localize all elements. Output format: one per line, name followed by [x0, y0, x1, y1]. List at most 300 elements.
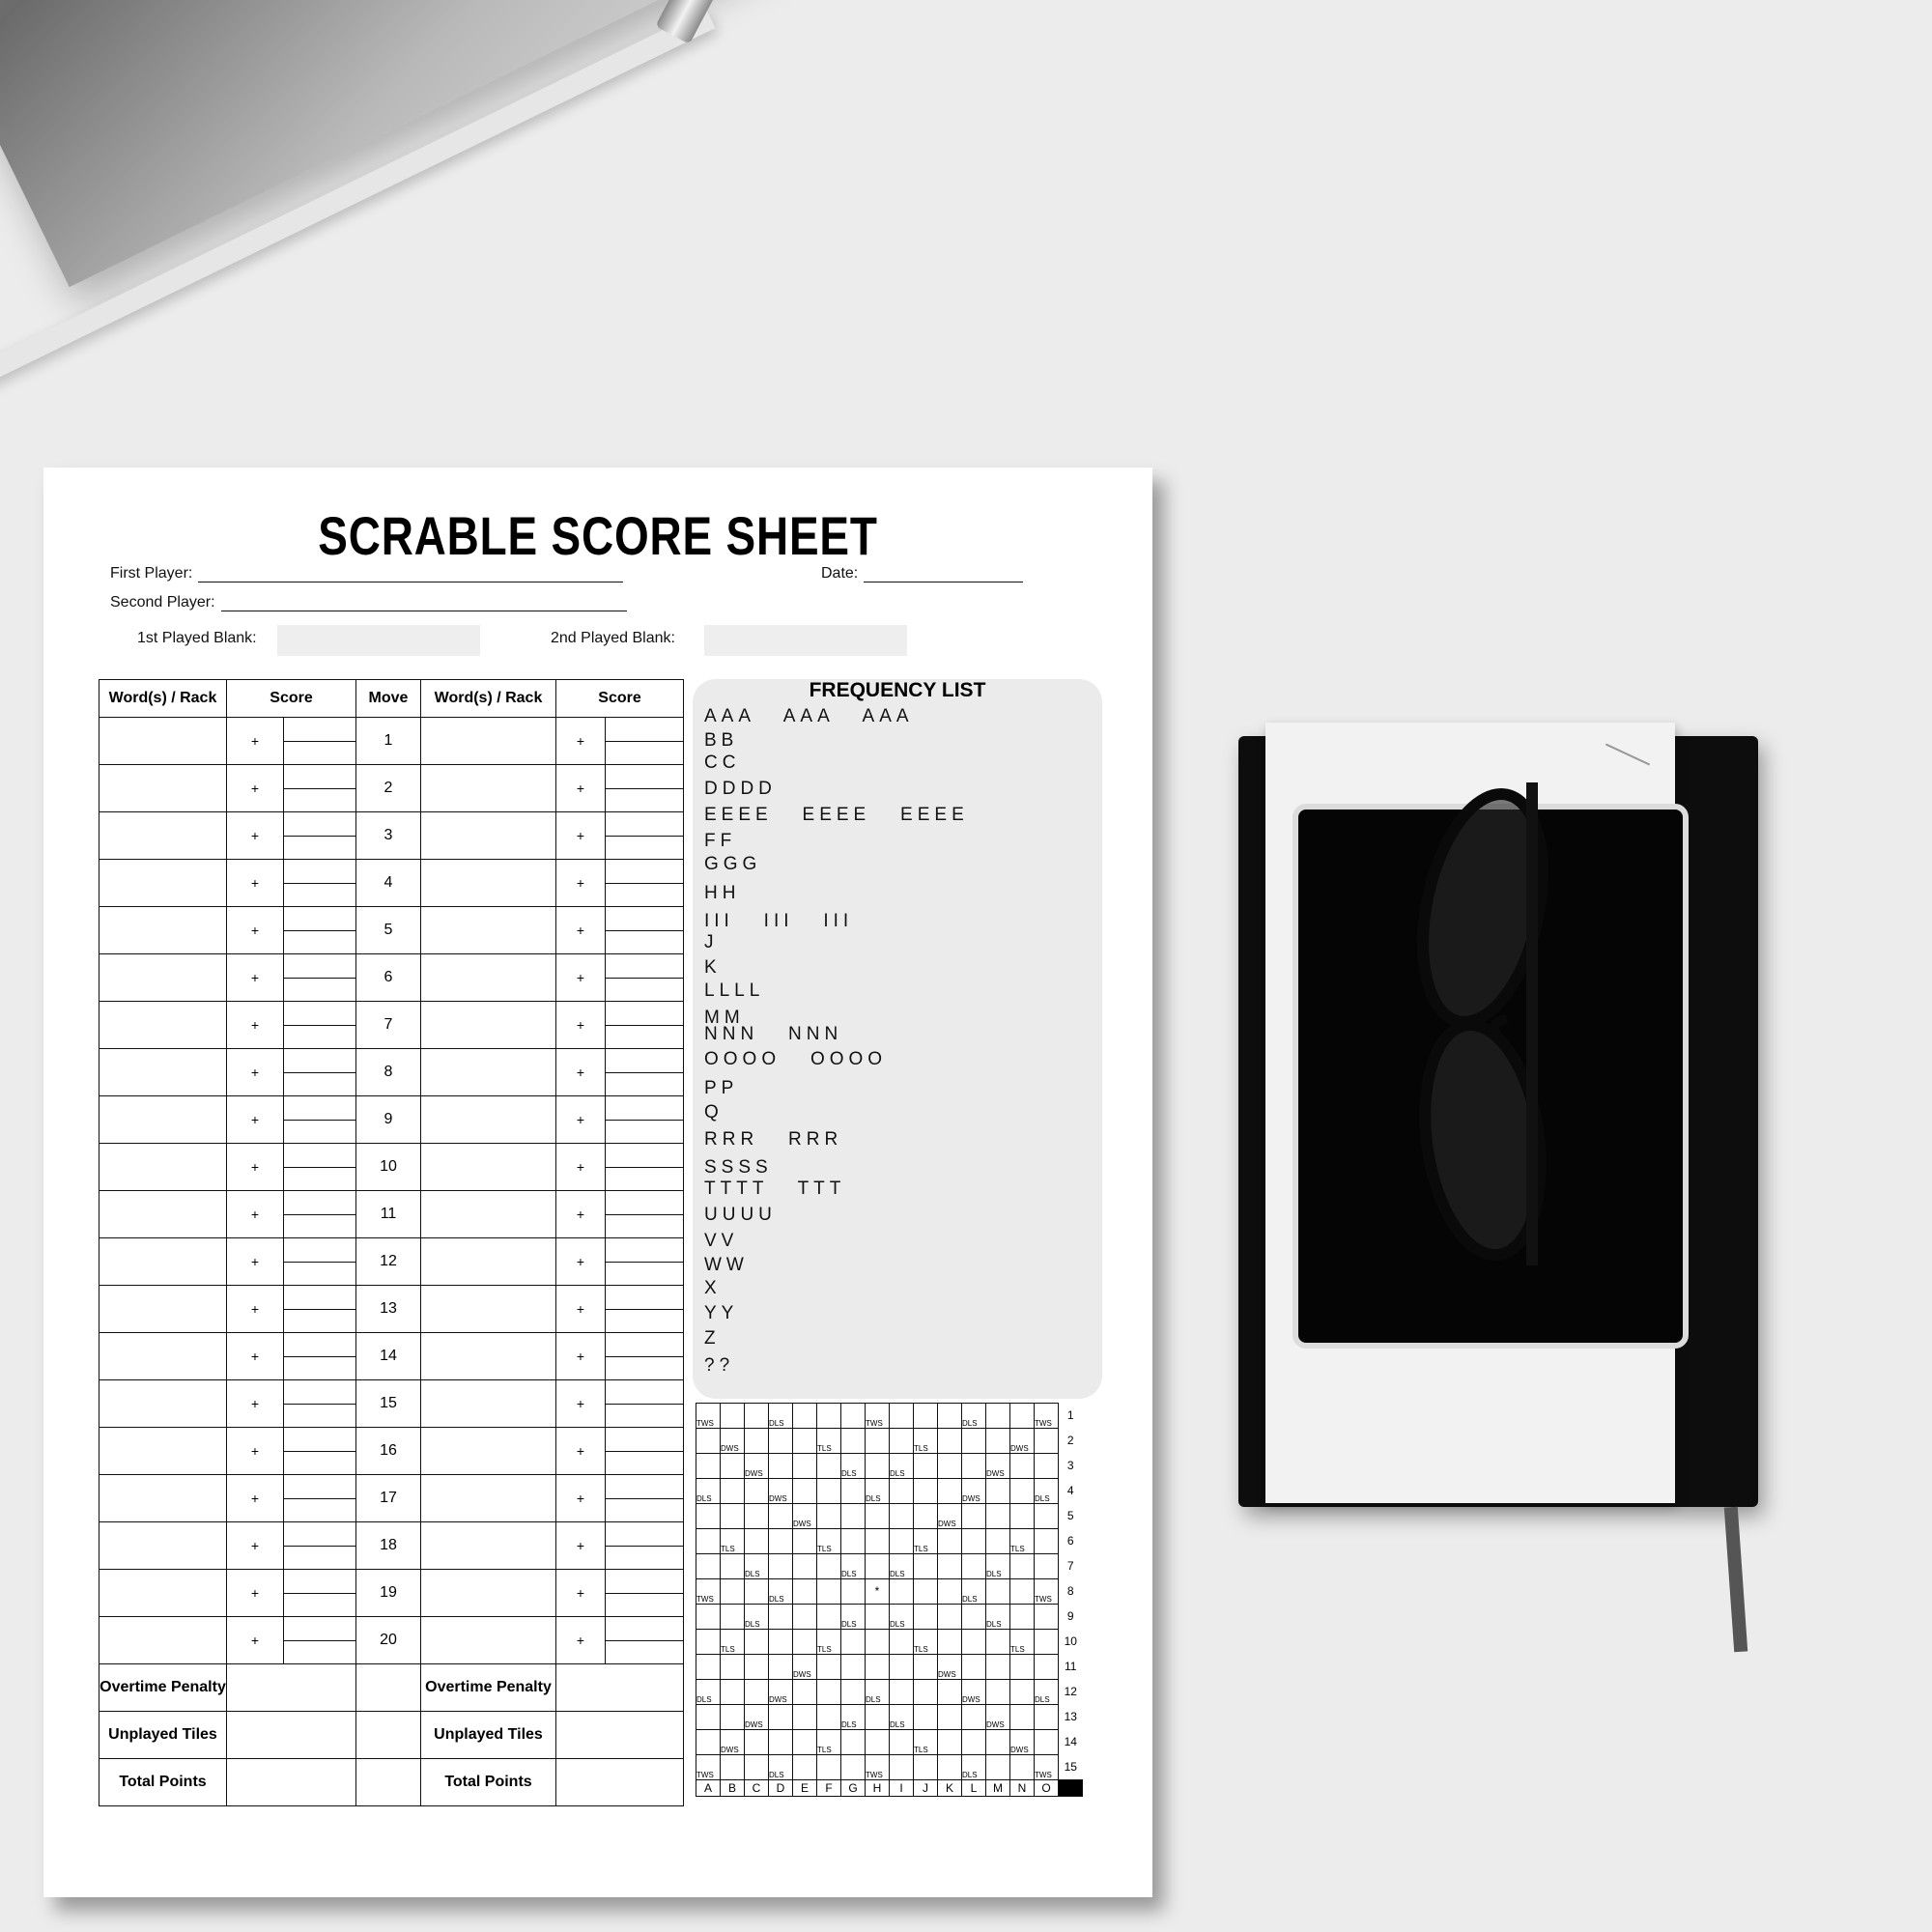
board-square[interactable] [696, 1454, 721, 1479]
board-square-dws[interactable]: DWS [1010, 1429, 1035, 1454]
board-square[interactable] [986, 1504, 1010, 1529]
board-square-dws[interactable]: DWS [1010, 1730, 1035, 1755]
words-cell-1[interactable] [99, 1191, 227, 1238]
words-cell-2[interactable] [421, 1333, 556, 1380]
board-square[interactable] [890, 1630, 914, 1655]
board-square[interactable] [890, 1755, 914, 1780]
board-square[interactable] [721, 1605, 745, 1630]
score-cell-1[interactable] [284, 1286, 356, 1333]
score-cell-1[interactable] [284, 1428, 356, 1475]
words-cell-1[interactable] [99, 1144, 227, 1191]
board-square-tws[interactable]: TWS [696, 1579, 721, 1605]
board-square[interactable] [1035, 1429, 1059, 1454]
board-square[interactable] [1010, 1755, 1035, 1780]
words-cell-2[interactable] [421, 1238, 556, 1286]
board-square[interactable] [890, 1730, 914, 1755]
score-cell-2[interactable] [606, 1428, 684, 1475]
board-square-tws[interactable]: TWS [866, 1755, 890, 1780]
board-square[interactable] [769, 1504, 793, 1529]
board-square[interactable] [938, 1404, 962, 1429]
board-square[interactable] [866, 1529, 890, 1554]
score-cell-2[interactable] [606, 1522, 684, 1570]
board-square[interactable] [745, 1730, 769, 1755]
board-square-dls[interactable]: DLS [696, 1680, 721, 1705]
board-square[interactable] [721, 1554, 745, 1579]
board-square[interactable] [938, 1705, 962, 1730]
score-cell-2[interactable] [606, 1002, 684, 1049]
board-square[interactable] [890, 1429, 914, 1454]
board-square[interactable] [817, 1454, 841, 1479]
score-cell-1[interactable] [284, 765, 356, 812]
board-square[interactable] [986, 1579, 1010, 1605]
score-cell-2[interactable] [606, 1191, 684, 1238]
board-square[interactable] [890, 1655, 914, 1680]
score-cell-2[interactable] [606, 1475, 684, 1522]
words-cell-1[interactable] [99, 1570, 227, 1617]
board-square-dls[interactable]: DLS [841, 1705, 866, 1730]
board-square[interactable] [769, 1605, 793, 1630]
first-player-field[interactable]: First Player: [110, 565, 623, 582]
board-square[interactable] [793, 1755, 817, 1780]
board-square[interactable] [1035, 1730, 1059, 1755]
board-square[interactable] [696, 1429, 721, 1454]
board-square[interactable] [962, 1454, 986, 1479]
board-square-dls[interactable]: DLS [696, 1479, 721, 1504]
score-cell-1[interactable] [284, 1049, 356, 1096]
board-square[interactable] [890, 1529, 914, 1554]
board-square[interactable] [962, 1429, 986, 1454]
first-blank-input[interactable] [277, 625, 480, 656]
words-cell-1[interactable] [99, 954, 227, 1002]
board-square[interactable] [890, 1479, 914, 1504]
board-square-dls[interactable]: DLS [986, 1554, 1010, 1579]
board-square[interactable] [696, 1605, 721, 1630]
words-cell-1[interactable] [99, 1002, 227, 1049]
board-square[interactable] [890, 1680, 914, 1705]
board-square-dls[interactable]: DLS [1035, 1680, 1059, 1705]
board-square-tls[interactable]: TLS [817, 1730, 841, 1755]
board-square[interactable] [938, 1454, 962, 1479]
words-cell-1[interactable] [99, 765, 227, 812]
score-cell-1[interactable] [284, 1096, 356, 1144]
board-square-tws[interactable]: TWS [696, 1755, 721, 1780]
board-square-dws[interactable]: DWS [986, 1454, 1010, 1479]
board-square-dls[interactable]: DLS [890, 1705, 914, 1730]
board-square[interactable] [841, 1755, 866, 1780]
board-square[interactable] [962, 1529, 986, 1554]
board-square[interactable] [793, 1479, 817, 1504]
words-cell-2[interactable] [421, 1380, 556, 1428]
board-square-dls[interactable]: DLS [769, 1755, 793, 1780]
board-square[interactable] [721, 1705, 745, 1730]
board-square[interactable] [914, 1454, 938, 1479]
score-cell-1[interactable] [284, 1333, 356, 1380]
score-cell-2[interactable] [606, 1049, 684, 1096]
total-input-1[interactable] [227, 1759, 356, 1806]
board-square-dls[interactable]: DLS [986, 1605, 1010, 1630]
board-square[interactable] [1010, 1705, 1035, 1730]
board-square[interactable] [914, 1680, 938, 1705]
board-square[interactable] [817, 1579, 841, 1605]
board-square[interactable] [962, 1730, 986, 1755]
board-square[interactable] [986, 1429, 1010, 1454]
board-square[interactable] [914, 1605, 938, 1630]
second-blank-input[interactable] [704, 625, 907, 656]
words-cell-2[interactable] [421, 1286, 556, 1333]
board-square[interactable] [745, 1429, 769, 1454]
board-square[interactable] [1035, 1454, 1059, 1479]
board-square-dls[interactable]: DLS [841, 1454, 866, 1479]
board-square[interactable] [866, 1429, 890, 1454]
board-square[interactable] [721, 1579, 745, 1605]
board-square[interactable] [696, 1529, 721, 1554]
board-square[interactable] [817, 1655, 841, 1680]
board-square[interactable] [745, 1404, 769, 1429]
score-cell-2[interactable] [606, 954, 684, 1002]
board-square[interactable] [696, 1504, 721, 1529]
words-cell-1[interactable] [99, 860, 227, 907]
board-square[interactable] [1035, 1630, 1059, 1655]
board-square-tls[interactable]: TLS [1010, 1630, 1035, 1655]
board-square[interactable] [721, 1755, 745, 1780]
board-square[interactable] [817, 1479, 841, 1504]
board-square[interactable] [1010, 1454, 1035, 1479]
board-square-dls[interactable]: DLS [745, 1554, 769, 1579]
board-square[interactable] [1035, 1554, 1059, 1579]
words-cell-2[interactable] [421, 812, 556, 860]
score-cell-2[interactable] [606, 1286, 684, 1333]
board-square[interactable] [769, 1730, 793, 1755]
board-square-dws[interactable]: DWS [769, 1479, 793, 1504]
board-square[interactable] [769, 1529, 793, 1554]
board-square[interactable] [1010, 1504, 1035, 1529]
board-square[interactable] [793, 1680, 817, 1705]
words-cell-1[interactable] [99, 1380, 227, 1428]
board-square-tls[interactable]: TLS [721, 1630, 745, 1655]
board-square[interactable] [866, 1705, 890, 1730]
board-square[interactable] [841, 1404, 866, 1429]
board-square[interactable] [793, 1730, 817, 1755]
score-cell-1[interactable] [284, 907, 356, 954]
score-cell-2[interactable] [606, 1333, 684, 1380]
score-cell-2[interactable] [606, 1238, 684, 1286]
board-square[interactable] [914, 1705, 938, 1730]
board-square[interactable] [769, 1454, 793, 1479]
score-cell-2[interactable] [606, 765, 684, 812]
board-square-dws[interactable]: DWS [962, 1479, 986, 1504]
board-square[interactable] [986, 1630, 1010, 1655]
board-square-dls[interactable]: DLS [769, 1579, 793, 1605]
board-square[interactable] [841, 1504, 866, 1529]
board-square[interactable] [817, 1605, 841, 1630]
board-square-dls[interactable]: DLS [1035, 1479, 1059, 1504]
score-cell-1[interactable] [284, 860, 356, 907]
board-square-tls[interactable]: TLS [1010, 1529, 1035, 1554]
board-square[interactable] [866, 1504, 890, 1529]
board-square-tls[interactable]: TLS [914, 1529, 938, 1554]
board-square-dws[interactable]: DWS [769, 1680, 793, 1705]
board-center-square[interactable]: * [866, 1579, 890, 1605]
board-square[interactable] [866, 1630, 890, 1655]
board-square[interactable] [721, 1655, 745, 1680]
score-cell-2[interactable] [606, 1617, 684, 1664]
board-square[interactable] [745, 1504, 769, 1529]
board-square[interactable] [962, 1655, 986, 1680]
words-cell-2[interactable] [421, 1144, 556, 1191]
board-square[interactable] [1035, 1529, 1059, 1554]
board-square[interactable] [938, 1680, 962, 1705]
score-cell-1[interactable] [284, 812, 356, 860]
board-square-tws[interactable]: TWS [1035, 1579, 1059, 1605]
words-cell-2[interactable] [421, 860, 556, 907]
board-square[interactable] [721, 1680, 745, 1705]
board-square[interactable] [793, 1605, 817, 1630]
board-square-tws[interactable]: TWS [1035, 1404, 1059, 1429]
board-square[interactable] [866, 1605, 890, 1630]
second-player-field[interactable]: Second Player: [110, 594, 627, 611]
board-square[interactable] [793, 1404, 817, 1429]
board-square[interactable] [914, 1579, 938, 1605]
board-square-dls[interactable]: DLS [890, 1554, 914, 1579]
overtime-input-2[interactable] [556, 1664, 684, 1712]
board-square[interactable] [696, 1705, 721, 1730]
board-square[interactable] [962, 1605, 986, 1630]
board-square-dls[interactable]: DLS [841, 1554, 866, 1579]
words-cell-2[interactable] [421, 718, 556, 765]
board-square[interactable] [962, 1630, 986, 1655]
board-square[interactable] [1010, 1680, 1035, 1705]
words-cell-2[interactable] [421, 765, 556, 812]
board-square[interactable] [745, 1529, 769, 1554]
board-square[interactable] [914, 1404, 938, 1429]
words-cell-2[interactable] [421, 1475, 556, 1522]
board-square[interactable] [1010, 1404, 1035, 1429]
board-square[interactable] [890, 1579, 914, 1605]
board-square[interactable] [769, 1655, 793, 1680]
board-square[interactable] [793, 1454, 817, 1479]
board-square-tls[interactable]: TLS [721, 1529, 745, 1554]
board-square[interactable] [986, 1479, 1010, 1504]
board-square[interactable] [769, 1429, 793, 1454]
unplayed-input-2[interactable] [556, 1712, 684, 1759]
board-square[interactable] [986, 1755, 1010, 1780]
board-square[interactable] [696, 1730, 721, 1755]
board-square[interactable] [745, 1680, 769, 1705]
score-cell-1[interactable] [284, 1475, 356, 1522]
words-cell-2[interactable] [421, 1617, 556, 1664]
score-cell-1[interactable] [284, 1002, 356, 1049]
board-square[interactable] [745, 1630, 769, 1655]
words-cell-1[interactable] [99, 1238, 227, 1286]
board-square-dws[interactable]: DWS [793, 1504, 817, 1529]
board-square[interactable] [793, 1630, 817, 1655]
board-square[interactable] [721, 1504, 745, 1529]
words-cell-1[interactable] [99, 1522, 227, 1570]
board-square[interactable] [914, 1504, 938, 1529]
board-square-tls[interactable]: TLS [817, 1630, 841, 1655]
board-square[interactable] [866, 1554, 890, 1579]
board-square[interactable] [1010, 1479, 1035, 1504]
board-square[interactable] [841, 1630, 866, 1655]
board-square[interactable] [938, 1429, 962, 1454]
board-square[interactable] [1035, 1605, 1059, 1630]
board-square[interactable] [721, 1479, 745, 1504]
board-square[interactable] [914, 1479, 938, 1504]
board-square[interactable] [986, 1730, 1010, 1755]
board-square-dls[interactable]: DLS [890, 1454, 914, 1479]
board-square-dws[interactable]: DWS [793, 1655, 817, 1680]
board-square-tls[interactable]: TLS [817, 1529, 841, 1554]
board-square-tws[interactable]: TWS [1035, 1755, 1059, 1780]
words-cell-1[interactable] [99, 1428, 227, 1475]
board-square[interactable] [817, 1404, 841, 1429]
board-square[interactable] [745, 1579, 769, 1605]
board-square[interactable] [914, 1755, 938, 1780]
board-square-dls[interactable]: DLS [890, 1605, 914, 1630]
board-square-dls[interactable]: DLS [769, 1404, 793, 1429]
board-square[interactable] [938, 1730, 962, 1755]
board-square[interactable] [817, 1680, 841, 1705]
board-square[interactable] [817, 1504, 841, 1529]
date-field[interactable]: Date: [821, 565, 1023, 582]
board-square-dws[interactable]: DWS [938, 1655, 962, 1680]
words-cell-2[interactable] [421, 954, 556, 1002]
board-square[interactable] [793, 1554, 817, 1579]
board-square[interactable] [1010, 1655, 1035, 1680]
board-square[interactable] [938, 1479, 962, 1504]
board-square[interactable] [986, 1655, 1010, 1680]
board-square[interactable] [841, 1680, 866, 1705]
board-square-dws[interactable]: DWS [962, 1680, 986, 1705]
board-square[interactable] [769, 1630, 793, 1655]
board-square[interactable] [890, 1504, 914, 1529]
board-square[interactable] [841, 1655, 866, 1680]
board-square[interactable] [962, 1504, 986, 1529]
board-square[interactable] [938, 1605, 962, 1630]
board-square[interactable] [986, 1680, 1010, 1705]
score-cell-1[interactable] [284, 1144, 356, 1191]
board-square[interactable] [962, 1554, 986, 1579]
board-square-dws[interactable]: DWS [745, 1454, 769, 1479]
board-square[interactable] [1035, 1705, 1059, 1730]
score-cell-1[interactable] [284, 1238, 356, 1286]
board-square[interactable] [914, 1655, 938, 1680]
words-cell-2[interactable] [421, 1522, 556, 1570]
board-square[interactable] [721, 1404, 745, 1429]
board-square[interactable] [817, 1755, 841, 1780]
score-cell-2[interactable] [606, 907, 684, 954]
score-cell-1[interactable] [284, 718, 356, 765]
score-cell-1[interactable] [284, 1380, 356, 1428]
board-square[interactable] [696, 1554, 721, 1579]
board-square[interactable] [769, 1705, 793, 1730]
score-cell-2[interactable] [606, 860, 684, 907]
board-square-tls[interactable]: TLS [914, 1429, 938, 1454]
board-square-tws[interactable]: TWS [866, 1404, 890, 1429]
words-cell-2[interactable] [421, 1191, 556, 1238]
board-square[interactable] [841, 1479, 866, 1504]
board-square-dws[interactable]: DWS [721, 1429, 745, 1454]
board-square[interactable] [745, 1479, 769, 1504]
board-square[interactable] [938, 1755, 962, 1780]
board-square[interactable] [1035, 1655, 1059, 1680]
words-cell-2[interactable] [421, 1002, 556, 1049]
board-square[interactable] [769, 1554, 793, 1579]
board-square-tls[interactable]: TLS [914, 1730, 938, 1755]
words-cell-1[interactable] [99, 1096, 227, 1144]
board-square-dls[interactable]: DLS [962, 1755, 986, 1780]
board-square-dls[interactable]: DLS [866, 1680, 890, 1705]
words-cell-1[interactable] [99, 718, 227, 765]
board-square-dws[interactable]: DWS [745, 1705, 769, 1730]
words-cell-1[interactable] [99, 1286, 227, 1333]
board-square[interactable] [841, 1730, 866, 1755]
score-cell-1[interactable] [284, 1191, 356, 1238]
board-square[interactable] [696, 1630, 721, 1655]
board-square-dws[interactable]: DWS [938, 1504, 962, 1529]
overtime-input-1[interactable] [227, 1664, 356, 1712]
board-square[interactable] [866, 1655, 890, 1680]
score-cell-2[interactable] [606, 1096, 684, 1144]
board-square[interactable] [938, 1579, 962, 1605]
board-square[interactable] [745, 1755, 769, 1780]
board-square[interactable] [793, 1429, 817, 1454]
words-cell-2[interactable] [421, 1428, 556, 1475]
unplayed-input-1[interactable] [227, 1712, 356, 1759]
words-cell-2[interactable] [421, 1570, 556, 1617]
board-square[interactable] [1010, 1554, 1035, 1579]
board-square[interactable] [866, 1454, 890, 1479]
board-square[interactable] [938, 1554, 962, 1579]
board-square-dls[interactable]: DLS [962, 1404, 986, 1429]
board-square-dls[interactable]: DLS [745, 1605, 769, 1630]
words-cell-1[interactable] [99, 1333, 227, 1380]
board-square-tls[interactable]: TLS [914, 1630, 938, 1655]
words-cell-1[interactable] [99, 907, 227, 954]
board-square[interactable] [841, 1579, 866, 1605]
score-cell-1[interactable] [284, 1570, 356, 1617]
board-square[interactable] [914, 1554, 938, 1579]
score-cell-2[interactable] [606, 1144, 684, 1191]
board-square[interactable] [793, 1529, 817, 1554]
words-cell-2[interactable] [421, 1049, 556, 1096]
board-square-dls[interactable]: DLS [962, 1579, 986, 1605]
board-square-tws[interactable]: TWS [696, 1404, 721, 1429]
board-square[interactable] [817, 1705, 841, 1730]
words-cell-2[interactable] [421, 907, 556, 954]
board-square-dls[interactable]: DLS [866, 1479, 890, 1504]
words-cell-2[interactable] [421, 1096, 556, 1144]
board-square[interactable] [938, 1529, 962, 1554]
board-square-dws[interactable]: DWS [986, 1705, 1010, 1730]
board-square[interactable] [890, 1404, 914, 1429]
board-square[interactable] [817, 1554, 841, 1579]
score-cell-1[interactable] [284, 954, 356, 1002]
board-square[interactable] [721, 1454, 745, 1479]
board-square-dws[interactable]: DWS [721, 1730, 745, 1755]
words-cell-1[interactable] [99, 1617, 227, 1664]
score-cell-1[interactable] [284, 1617, 356, 1664]
score-cell-2[interactable] [606, 1570, 684, 1617]
board-square[interactable] [1010, 1579, 1035, 1605]
board-square[interactable] [1035, 1504, 1059, 1529]
words-cell-1[interactable] [99, 1475, 227, 1522]
score-cell-1[interactable] [284, 1522, 356, 1570]
score-cell-2[interactable] [606, 812, 684, 860]
board-square[interactable] [793, 1579, 817, 1605]
score-cell-2[interactable] [606, 1380, 684, 1428]
board-square[interactable] [1010, 1605, 1035, 1630]
